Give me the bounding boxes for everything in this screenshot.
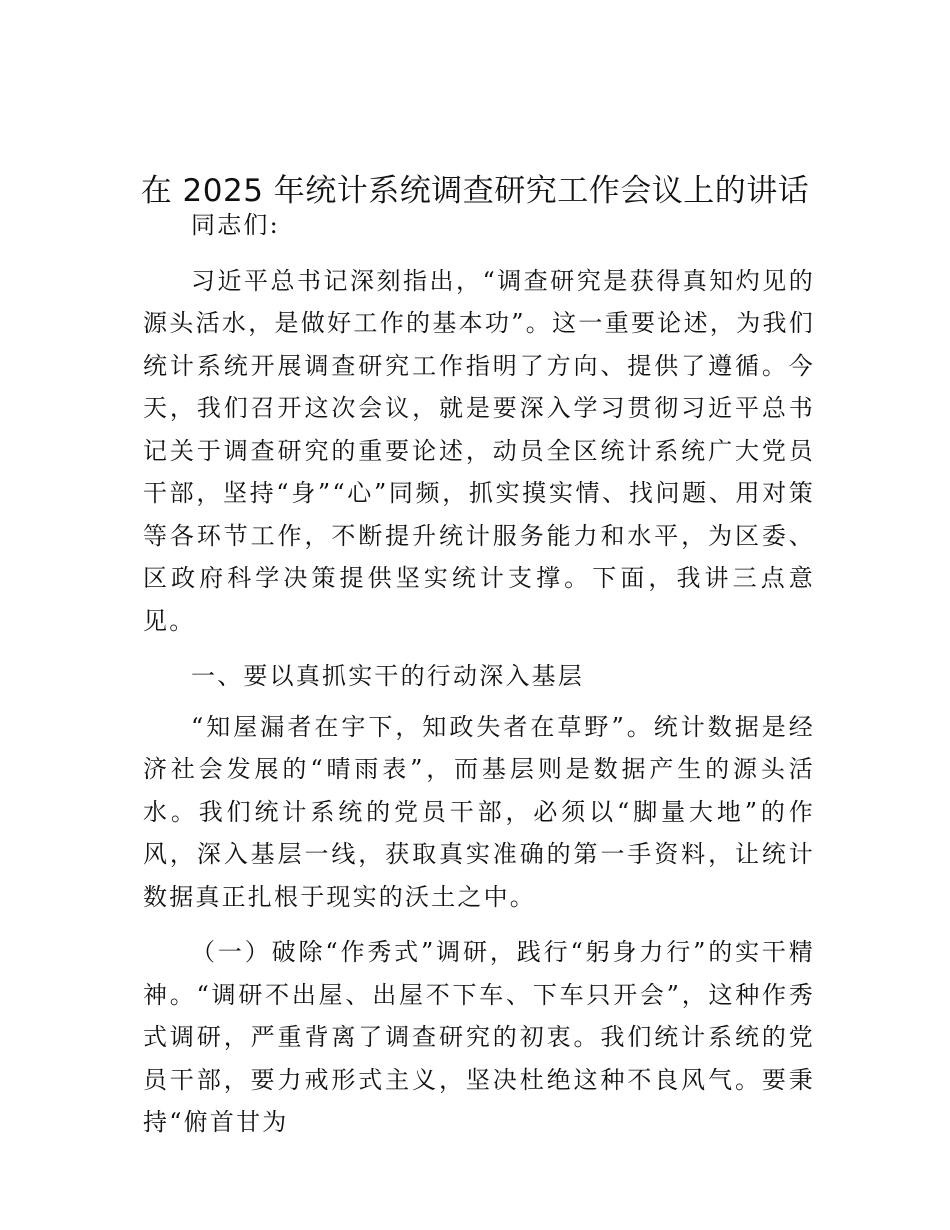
paragraph-subsection-1: （一）破除“作秀式”调研，践行“躬身力行”的实干精神。“调研不出屋、出屋不下车、下车只开会”，这种作秀式调研，严重背离了调查研究的初衷。我们统计系统的党员干部，要力戒形式主义，坚决杜绝这种不良风气。要秉持“俯首甘为 — [143, 938, 815, 1136]
paragraph-intro: 习近平总书记深刻指出，“调查研究是获得真知灼见的源头活水，是做好工作的基本功”。这一重要论述，为我们统计系统开展调查研究工作指明了方向、提供了遵循。今天，我们召开这次会议，就是要深入学习贯彻习近平总书记关于调查研究的重要论述，动员全区统计系统广大党员干部，坚持“身”“心”同频，抓实摸实情、找问题、用对策等各环节工作，不断提升统计服务能力和水平，为区委、区政府科学决策提供坚实统计支撑。下面，我讲三点意见。 — [143, 266, 815, 635]
section-heading-1: 一、要以真抓实干的行动深入基层 — [191, 662, 584, 690]
document-title: 在 2025 年统计系统调查研究工作会议上的讲话 — [140, 173, 810, 209]
salutation: 同志们: — [191, 211, 280, 239]
paragraph-section-1: “知屋漏者在宇下，知政失者在草野”。统计数据是经济社会发展的“晴雨表”，而基层则是数据产生的源头活水。我们统计系统的党员干部，必须以“脚量大地”的作风，深入基层一线，获取真实准确的第一手资料，让统计数据真正扎根于现实的沃土之中。 — [143, 712, 815, 911]
document-body — [143, 211, 815, 1157]
